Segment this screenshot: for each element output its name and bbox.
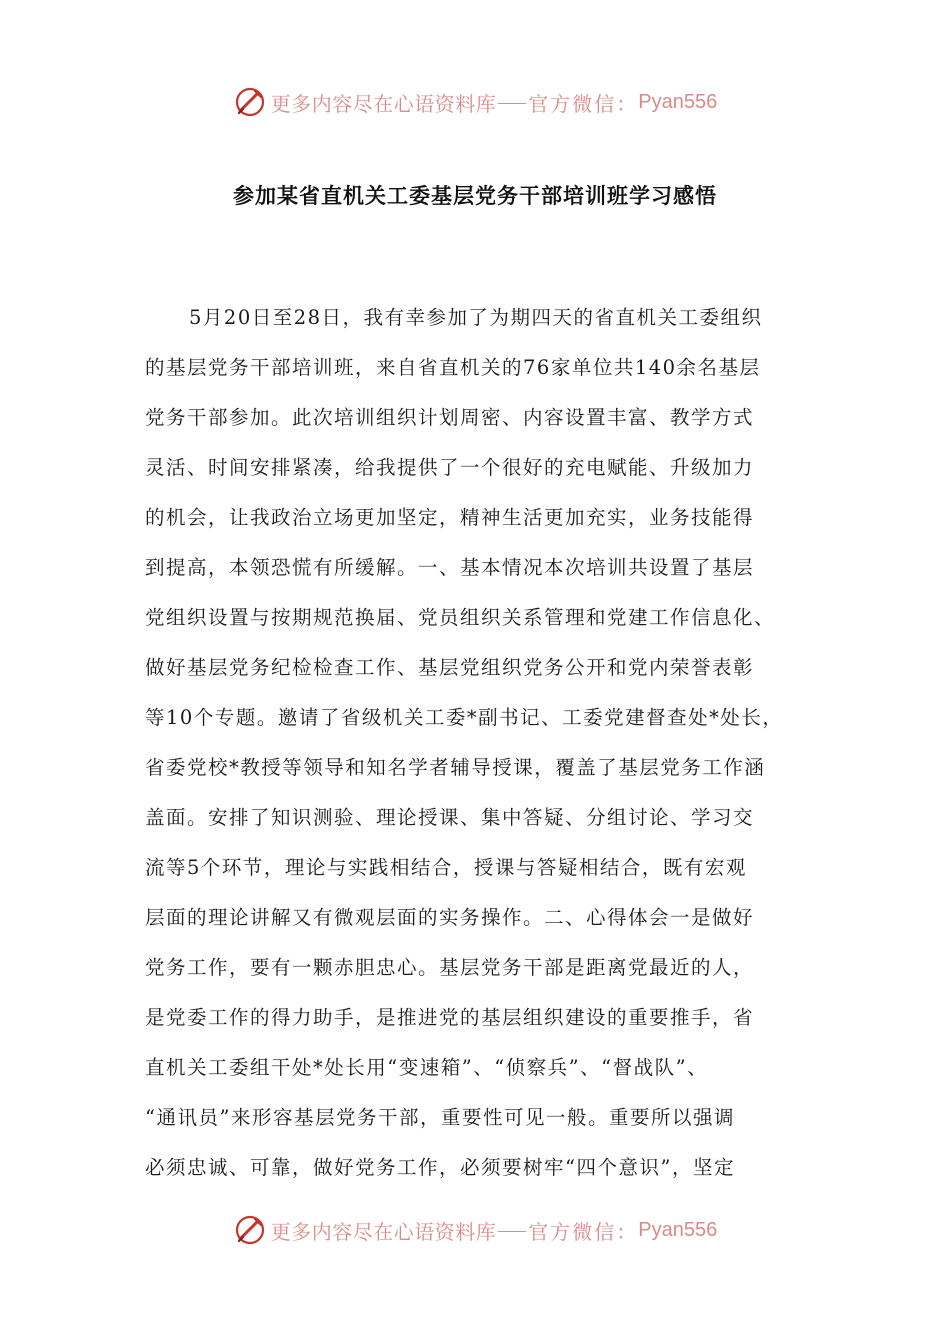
header-banner-text: 更多内容尽在心语资料库 <box>270 91 497 116</box>
body-line: 的机会，让我政治立场更加坚定，精神生活更加充实，业务技能得 <box>145 506 755 529</box>
pen-logo-icon <box>233 1213 267 1247</box>
body-line: 流等5个环节，理论与实践相结合，授课与答疑相结合，既有宏观 <box>145 856 747 879</box>
body-line: 5月20日至28日，我有幸参加了为期四天的省直机关工委组织 <box>189 306 763 329</box>
body-line: “通讯员”来形容基层党务干部，重要性可见一般。重要所以强调 <box>145 1106 735 1129</box>
footer-wechat-id: Pyan556 <box>638 1218 718 1241</box>
document-title: 参加某省直机关工委基层党务干部培训班学习感悟 <box>233 184 717 208</box>
footer-banner-text: 更多内容尽在心语资料库 <box>270 1219 497 1244</box>
header-banner-dash <box>498 103 526 104</box>
body-line: 层面的理论讲解又有微观层面的实务操作。二、心得体会一是做好 <box>145 906 755 929</box>
body-line: 必须忠诚、可靠，做好党务工作，必须要树牢“四个意识”，坚定 <box>145 1156 735 1179</box>
body-line: 的基层党务干部培训班，来自省直机关的76家单位共140余名基层 <box>145 356 761 379</box>
body-line: 做好基层党务纪检检查工作、基层党组织党务公开和党内荣誉表彰 <box>145 656 755 679</box>
body-line: 到提高，本领恐慌有所缓解。一、基本情况本次培训共设置了基层 <box>145 556 755 579</box>
body-line: 省委党校*教授等领导和知名学者辅导授课，覆盖了基层党务工作涵 <box>145 756 766 779</box>
body-line: 是党委工作的得力助手，是推进党的基层组织建设的重要推手，省 <box>145 1006 755 1029</box>
document-body <box>145 293 810 1193</box>
header-wechat-id: Pyan556 <box>638 90 718 113</box>
header-wechat-label: 官方微信： <box>528 91 639 116</box>
footer-wechat-label: 官方微信： <box>528 1219 639 1244</box>
body-line: 盖面。安排了知识测验、理论授课、集中答疑、分组讨论、学习交 <box>145 806 755 829</box>
body-line: 党务工作，要有一颗赤胆忠心。基层党务干部是距离党最近的人， <box>145 956 755 979</box>
body-line: 等10个专题。邀请了省级机关工委*副书记、工委党建督查处*处长， <box>145 706 784 729</box>
header-banner <box>0 82 950 122</box>
body-line: 党务干部参加。此次培训组织计划周密、内容设置丰富、教学方式 <box>145 406 755 429</box>
footer-banner-dash <box>498 1231 526 1232</box>
pen-logo-icon <box>233 85 267 119</box>
body-line: 党组织设置与按期规范换届、党员组织关系管理和党建工作信息化、 <box>145 606 776 629</box>
body-line: 直机关工委组干处*处长用“变速箱”、“侦察兵”、“督战队”、 <box>145 1056 709 1079</box>
footer-banner <box>0 1210 950 1250</box>
body-line: 灵活、时间安排紧凑，给我提供了一个很好的充电赋能、升级加力 <box>145 456 755 479</box>
